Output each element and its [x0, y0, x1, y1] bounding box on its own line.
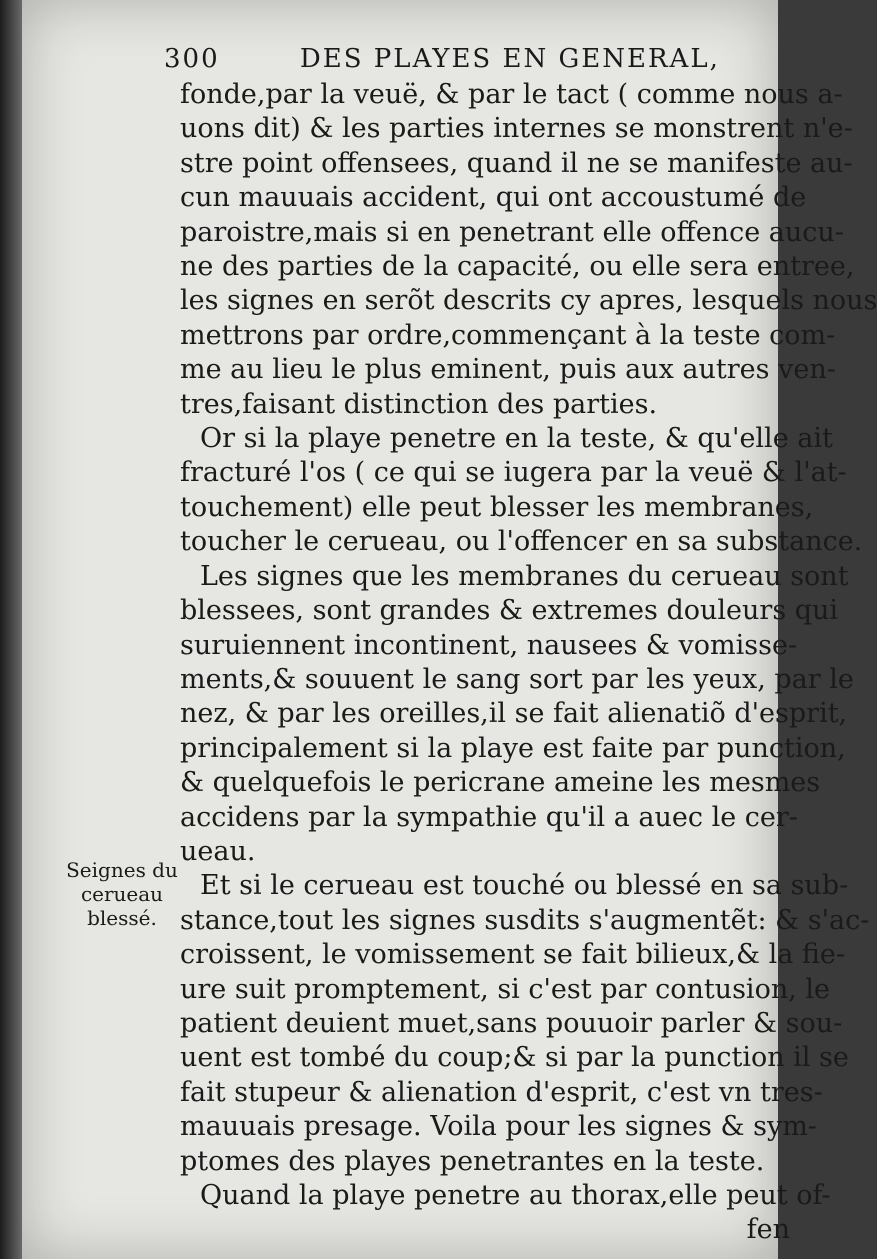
- text-line: les signes en serõt descrits cy apres, lesquels nous: [180, 285, 877, 317]
- text-line: & quelquefois le pericrane ameine les mesmes: [180, 767, 821, 799]
- text-line: stre point offensees, quand il ne se manifeste au-: [180, 147, 853, 179]
- text-line: suruiennent incontinent, nausees & vomisse-: [180, 629, 798, 661]
- paragraph-start-line: Or si la playe penetre en la teste, & qu'elle ait: [200, 423, 833, 455]
- margin-note: [62, 858, 182, 930]
- text-line: ments,& souuent le sang sort par les yeux, par le: [180, 663, 854, 695]
- text-line: me au lieu le plus eminent, puis aux autres ven-: [180, 354, 836, 386]
- text-line: ptomes des playes penetrantes en la teste.: [180, 1145, 765, 1177]
- book-gutter: [0, 0, 22, 1259]
- text-line: paroistre,mais si en penetrant elle offence aucu-: [180, 216, 844, 248]
- running-title: DES PLAYES EN GENERAL,: [299, 44, 720, 74]
- catchword: fen: [746, 1214, 790, 1246]
- text-line: accidens par la sympathie qu'il a auec le cer-: [180, 801, 798, 833]
- margin-note-line: blessé.: [87, 906, 157, 930]
- text-line: mauuais presage. Voila pour les signes & sym-: [180, 1111, 817, 1143]
- margin-note-line: cerueau: [80, 882, 164, 906]
- text-line: ueau.: [180, 835, 256, 867]
- text-line: cun mauuais accident, qui ont accoustumé de: [180, 182, 807, 214]
- text-line: uent est tombé du coup;& si par la punction il se: [180, 1042, 849, 1074]
- paragraph-start-line: Et si le cerueau est touché ou blessé en sa sub-: [200, 870, 849, 902]
- text-line: nez, & par les oreilles,il se fait alienatiõ d'esprit,: [180, 698, 848, 730]
- book-page: [22, 0, 877, 1259]
- text-line: croissent, le vomissement se fait bilieux,& la fie-: [180, 939, 846, 971]
- text-line: touchement) elle peut blesser les membranes,: [180, 491, 814, 523]
- text-line: toucher le cerueau, ou l'offencer en sa substance.: [180, 526, 863, 558]
- paragraph-start-line: Les signes que les membranes du cerueau sont: [200, 560, 849, 592]
- paragraph-start-line: Quand la playe penetre au thorax,elle peut of-: [200, 1180, 831, 1211]
- text-line: mettrons par ordre,commençant à la teste com-: [180, 319, 836, 351]
- text-line: ne des parties de la capacité, ou elle sera entree,: [180, 251, 855, 283]
- text-line: patient deuient muet,sans pouuoir parler & sou-: [180, 1007, 843, 1039]
- text-line: fonde,par la veuë, & par le tact ( comme nous a-: [180, 79, 843, 110]
- text-line: fait stupeur & alienation d'esprit, c'est vn tres-: [180, 1076, 823, 1108]
- text-line: fracturé l'os ( ce qui se iugera par la veuë & l'at-: [180, 457, 847, 489]
- text-line: uons dit) & les parties internes se monstrent n'e-: [180, 113, 853, 145]
- text-line: blessees, sont grandes & extremes douleurs qui: [180, 595, 839, 627]
- page-number: 300: [164, 44, 220, 74]
- text-line: principalement si la playe est faite par punction,: [180, 732, 846, 764]
- text-line: tres,faisant distinction des parties.: [180, 388, 658, 420]
- text-line: stance,tout les signes susdits s'augmentẽt: & s'ac-: [180, 904, 870, 936]
- text-line: ure suit promptement, si c'est par contusion, le: [180, 973, 830, 1005]
- margin-note-line: Seignes du: [66, 858, 178, 882]
- page-header: [164, 44, 784, 74]
- body-text: [180, 78, 877, 1248]
